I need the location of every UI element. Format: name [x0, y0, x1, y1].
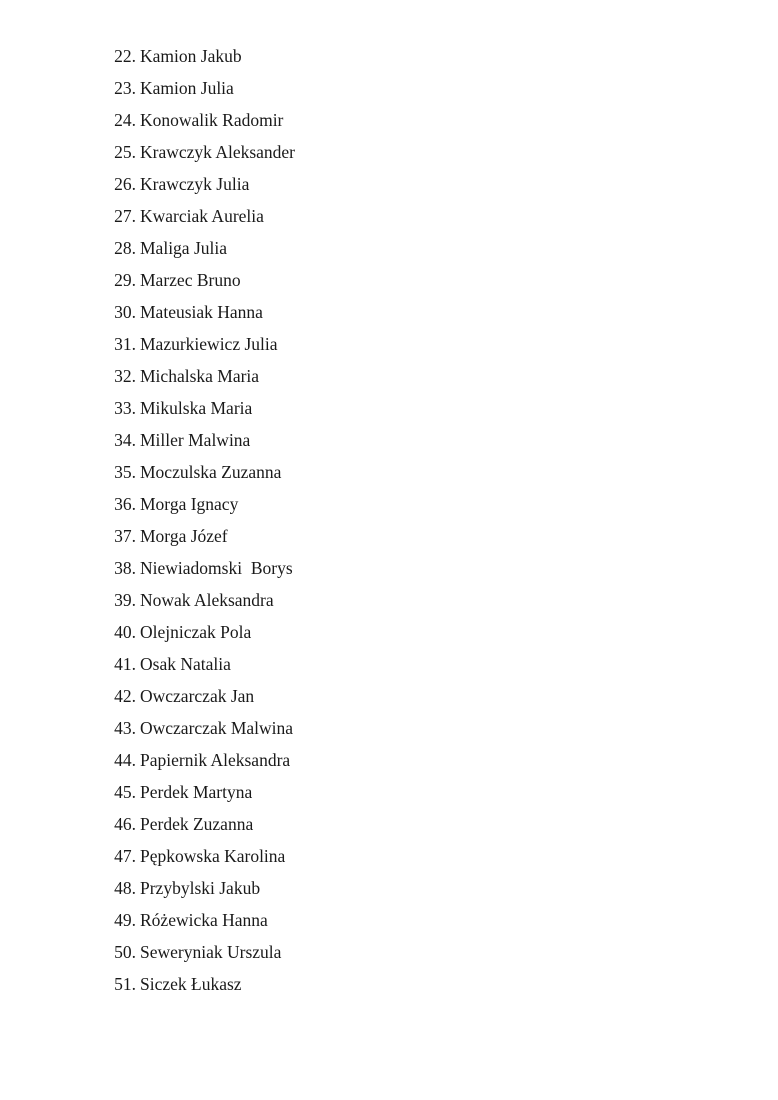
item-number: 39.: [114, 590, 136, 610]
item-number: 32.: [114, 366, 136, 386]
item-name: Perdek Zuzanna: [140, 814, 254, 834]
item-number: 29.: [114, 270, 136, 290]
item-number: 41.: [114, 654, 136, 674]
item-number: 33.: [114, 398, 136, 418]
item-name: Osak Natalia: [140, 654, 231, 674]
item-number: 31.: [114, 334, 136, 354]
item-name: Przybylski Jakub: [140, 878, 261, 898]
item-number: 49.: [114, 910, 136, 930]
item-name: Marzec Bruno: [140, 270, 241, 290]
item-name: Kwarciak Aurelia: [140, 206, 264, 226]
item-number: 36.: [114, 494, 136, 514]
item-name: Konowalik Radomir: [140, 110, 284, 130]
item-number: 40.: [114, 622, 136, 642]
item-name: Nowak Aleksandra: [140, 590, 274, 610]
item-number: 34.: [114, 430, 136, 450]
item-name: Różewicka Hanna: [140, 910, 268, 930]
item-name: Mikulska Maria: [140, 398, 253, 418]
item-number: 24.: [114, 110, 136, 130]
item-number: 26.: [114, 174, 136, 194]
item-name: Kamion Jakub: [140, 46, 242, 66]
item-number: 47.: [114, 846, 136, 866]
item-number: 27.: [114, 206, 136, 226]
item-name: Miller Malwina: [140, 430, 251, 450]
item-number: 35.: [114, 462, 136, 482]
item-number: 23.: [114, 78, 136, 98]
item-name: Moczulska Zuzanna: [140, 462, 282, 482]
item-number: 25.: [114, 142, 136, 162]
item-name: Perdek Martyna: [140, 782, 253, 802]
item-name: Pępkowska Karolina: [140, 846, 286, 866]
item-name: Morga Ignacy: [140, 494, 239, 514]
item-number: 30.: [114, 302, 136, 322]
item-name: Mazurkiewicz Julia: [140, 334, 278, 354]
item-name: Krawczyk Julia: [140, 174, 250, 194]
item-number: 38.: [114, 558, 136, 578]
item-number: 28.: [114, 238, 136, 258]
item-number: 46.: [114, 814, 136, 834]
item-name: Seweryniak Urszula: [140, 942, 282, 962]
item-name: Michalska Maria: [140, 366, 260, 386]
item-name: Morga Józef: [140, 526, 228, 546]
item-number: 43.: [114, 718, 136, 738]
item-name: Niewiadomski Borys: [140, 558, 293, 578]
item-number: 37.: [114, 526, 136, 546]
item-number: 51.: [114, 974, 136, 994]
item-name: Papiernik Aleksandra: [140, 750, 291, 770]
item-name: Siczek Łukasz: [140, 974, 242, 994]
item-number: 50.: [114, 942, 136, 962]
item-name: Maliga Julia: [140, 238, 227, 258]
item-name: Mateusiak Hanna: [140, 302, 263, 322]
item-name: Owczarczak Jan: [140, 686, 255, 706]
item-name: Olejniczak Pola: [140, 622, 252, 642]
item-name: Kamion Julia: [140, 78, 234, 98]
item-number: 42.: [114, 686, 136, 706]
item-number: 45.: [114, 782, 136, 802]
item-number: 22.: [114, 46, 136, 66]
item-name: Krawczyk Aleksander: [140, 142, 296, 162]
item-number: 44.: [114, 750, 136, 770]
item-number: 48.: [114, 878, 136, 898]
item-name: Owczarczak Malwina: [140, 718, 294, 738]
